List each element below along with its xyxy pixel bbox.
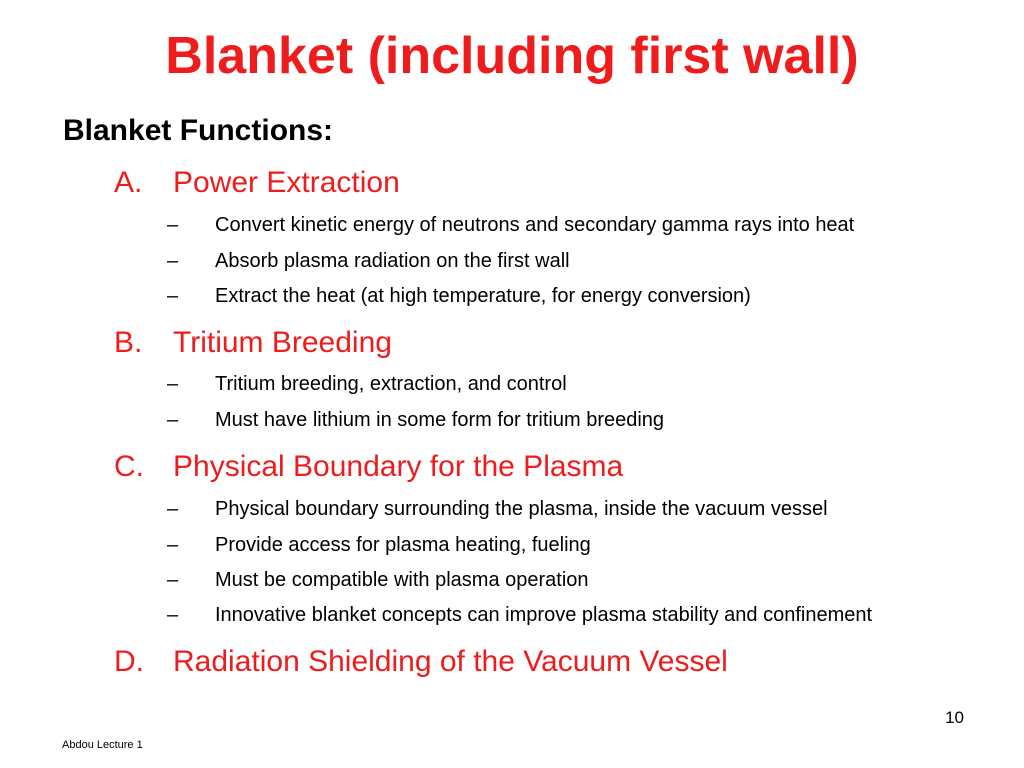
bullet-dash: – <box>167 534 179 556</box>
slide-title: Blanket (including first wall) <box>165 27 859 85</box>
bullet-text: Absorb plasma radiation on the first wall <box>215 250 570 272</box>
footer-text: Abdou Lecture 1 <box>62 739 143 751</box>
bullet-text: Extract the heat (at high temperature, for energy conversion) <box>215 285 751 307</box>
section-letter: C. <box>114 450 144 483</box>
bullet-text: Must be compatible with plasma operation <box>215 569 589 591</box>
bullet-dash: – <box>167 604 179 626</box>
bullet-dash: – <box>167 285 179 307</box>
bullet-item <box>0 407 1024 433</box>
bullet-item <box>0 602 1024 628</box>
section-a-heading <box>0 163 1024 203</box>
section-heading: Blanket Functions: <box>63 114 334 147</box>
bullet-item <box>0 283 1024 309</box>
bullet-dash: – <box>167 409 179 431</box>
bullet-dash: – <box>167 498 179 520</box>
section-b-heading <box>0 323 1024 363</box>
bullet-item <box>0 532 1024 558</box>
bullet-text: Convert kinetic energy of neutrons and secondary gamma rays into heat <box>215 214 855 236</box>
section-label: Physical Boundary for the Plasma <box>173 450 624 483</box>
bullet-text: Innovative blanket concepts can improve plasma stability and confinement <box>215 604 873 626</box>
page-number: 10 <box>945 708 964 727</box>
section-letter: A. <box>114 166 143 199</box>
bullet-text: Must have lithium in some form for tritium breeding <box>215 409 665 431</box>
bullet-item <box>0 248 1024 274</box>
bullet-dash: – <box>167 250 179 272</box>
bullet-item <box>0 212 1024 238</box>
bullet-item <box>0 567 1024 593</box>
bullet-dash: – <box>167 569 179 591</box>
section-c-heading <box>0 447 1024 487</box>
bullet-text: Provide access for plasma heating, fueling <box>215 534 591 556</box>
section-label: Radiation Shielding of the Vacuum Vessel <box>173 645 728 678</box>
bullet-item <box>0 371 1024 397</box>
bullet-item <box>0 496 1024 522</box>
section-letter: B. <box>114 326 143 359</box>
section-d-heading <box>0 642 1024 682</box>
bullet-text: Physical boundary surrounding the plasma, inside the vacuum vessel <box>215 498 828 520</box>
bullet-text: Tritium breeding, extraction, and control <box>215 373 567 395</box>
bullet-dash: – <box>167 373 179 395</box>
section-label: Power Extraction <box>173 166 400 199</box>
section-label: Tritium Breeding <box>173 326 392 359</box>
section-letter: D. <box>114 645 144 678</box>
bullet-dash: – <box>167 214 179 236</box>
